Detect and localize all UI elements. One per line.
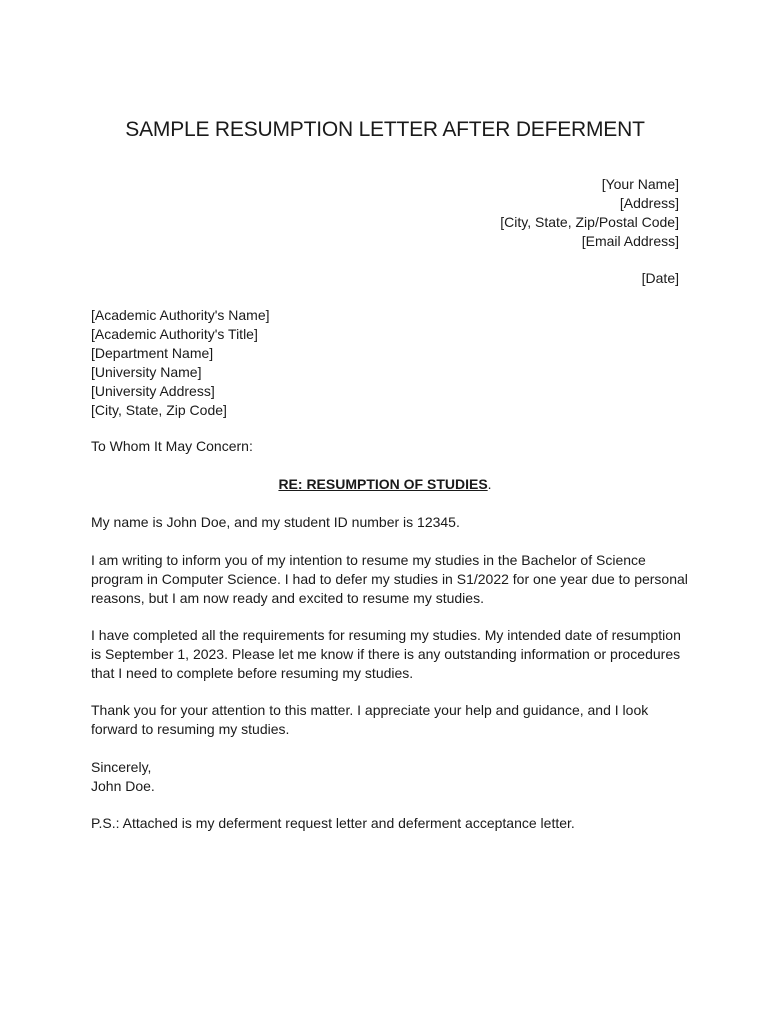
postscript: P.S.: Attached is my deferment request letter and deferment acceptance letter. xyxy=(91,815,575,831)
recipient-city-state-zip: [City, State, Zip Code] xyxy=(91,402,227,418)
letter-date: [Date] xyxy=(641,270,679,286)
recipient-authority-name: [Academic Authority's Name] xyxy=(91,307,270,323)
subject-line xyxy=(0,475,770,494)
subject-punctuation: . xyxy=(487,476,492,492)
recipient-university-name: [University Name] xyxy=(91,364,202,380)
salutation: To Whom It May Concern: xyxy=(91,438,253,454)
subject-text: RE: RESUMPTION OF STUDIES xyxy=(278,476,488,492)
recipient-authority-title: [Academic Authority's Title] xyxy=(91,326,258,342)
sender-name: [Your Name] xyxy=(601,176,679,192)
signature-name: John Doe. xyxy=(91,778,155,794)
body-paragraph-intro: My name is John Doe, and my student ID number is 12345. xyxy=(91,514,460,530)
sender-email: [Email Address] xyxy=(581,233,679,249)
closing-text: Sincerely, xyxy=(91,759,152,775)
recipient-university-address: [University Address] xyxy=(91,383,215,399)
closing-block xyxy=(91,758,155,796)
recipient-block xyxy=(91,306,270,420)
body-paragraph-requirements: I have completed all the requirements for resuming my studies. My intended date of resumption is September 1, 2023. Please let me know if there is any outstanding information or procedures that I need to complete before resuming my studies. xyxy=(91,627,681,681)
sender-city-state-zip: [City, State, Zip/Postal Code] xyxy=(500,214,679,230)
body-paragraph-intention: I am writing to inform you of my intention to resume my studies in the Bachelor of Science program in Computer Science. I had to defer my studies in S1/2022 for one year due to personal reasons, but I am now ready and excited to resume my studies. xyxy=(91,552,688,606)
sender-address: [Address] xyxy=(619,195,679,211)
recipient-department: [Department Name] xyxy=(91,345,214,361)
sender-block xyxy=(500,175,679,251)
body-paragraph-thanks: Thank you for your attention to this matter. I appreciate your help and guidance, and I look forward to resuming my studies. xyxy=(91,702,649,737)
document-title: SAMPLE RESUMPTION LETTER AFTER DEFERMENT xyxy=(125,118,645,141)
